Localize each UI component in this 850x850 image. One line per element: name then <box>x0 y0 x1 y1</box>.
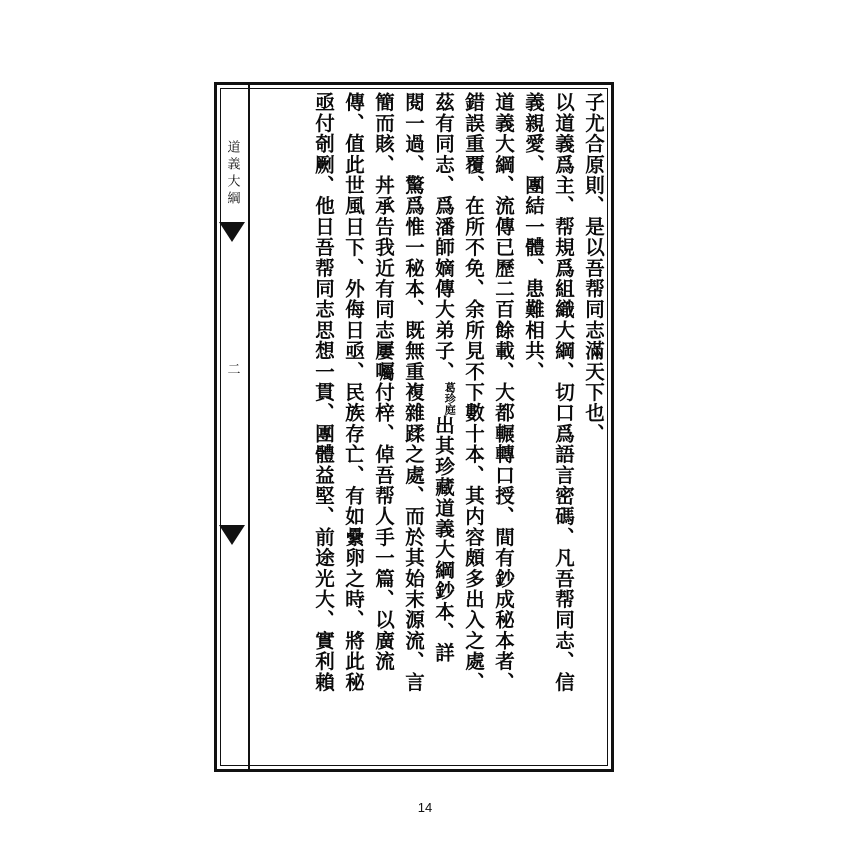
text-column-7: 閱一過、驚爲惟一秘本、既無重複雜蹂之處、而於其始末源流、言 <box>402 92 425 693</box>
text-column-6 <box>428 92 458 756</box>
banxin-page-label: 二 <box>224 362 240 375</box>
text-column-8: 簡而賅、丼承告我近有同志屢囑付梓、倬吾帮人手一篇、以廣流 <box>372 92 395 672</box>
interlinear-note: 葛珍庭 <box>443 381 457 415</box>
banxin-spine-column <box>214 82 250 772</box>
folio-number: 14 <box>417 800 433 815</box>
text-column-6-head: 茲有同志、爲潘師嫡傳大弟子、 <box>432 92 455 382</box>
fishtail-lower-icon <box>219 525 245 545</box>
text-column-3: 義親愛、團結一體、患難相共、 <box>522 92 545 382</box>
text-column-4: 道義大綱、流傳已歷二百餘載、大都輾轉口授、間有鈔成秘本者、 <box>492 92 515 693</box>
fishtail-upper-icon <box>219 222 245 242</box>
text-column-9: 傳、值此世風日下、外侮日亟、民族存亡、有如纍卵之時、將此秘 <box>342 92 365 693</box>
banxin-book-title: 道義大綱 <box>224 140 240 208</box>
text-column-6-tail: 出其珍藏道義大綱鈔本、詳 <box>432 414 455 664</box>
text-column-5: 錯誤重覆、在所不免、余所見不下數十本、其内容頗多出入之處、 <box>462 92 485 693</box>
vertical-text-body <box>256 92 608 760</box>
text-column-1: 子尤合原則、是以吾帮同志滿天下也、 <box>582 92 605 444</box>
text-column-2: 以道義爲主、帮規爲組織大綱、切口爲語言密碼、凡吾帮同志、信 <box>552 92 575 693</box>
text-column-10: 亟付剞劂、他日吾帮同志思想一貫、團體益堅、前途光大、實利賴 <box>312 92 335 693</box>
